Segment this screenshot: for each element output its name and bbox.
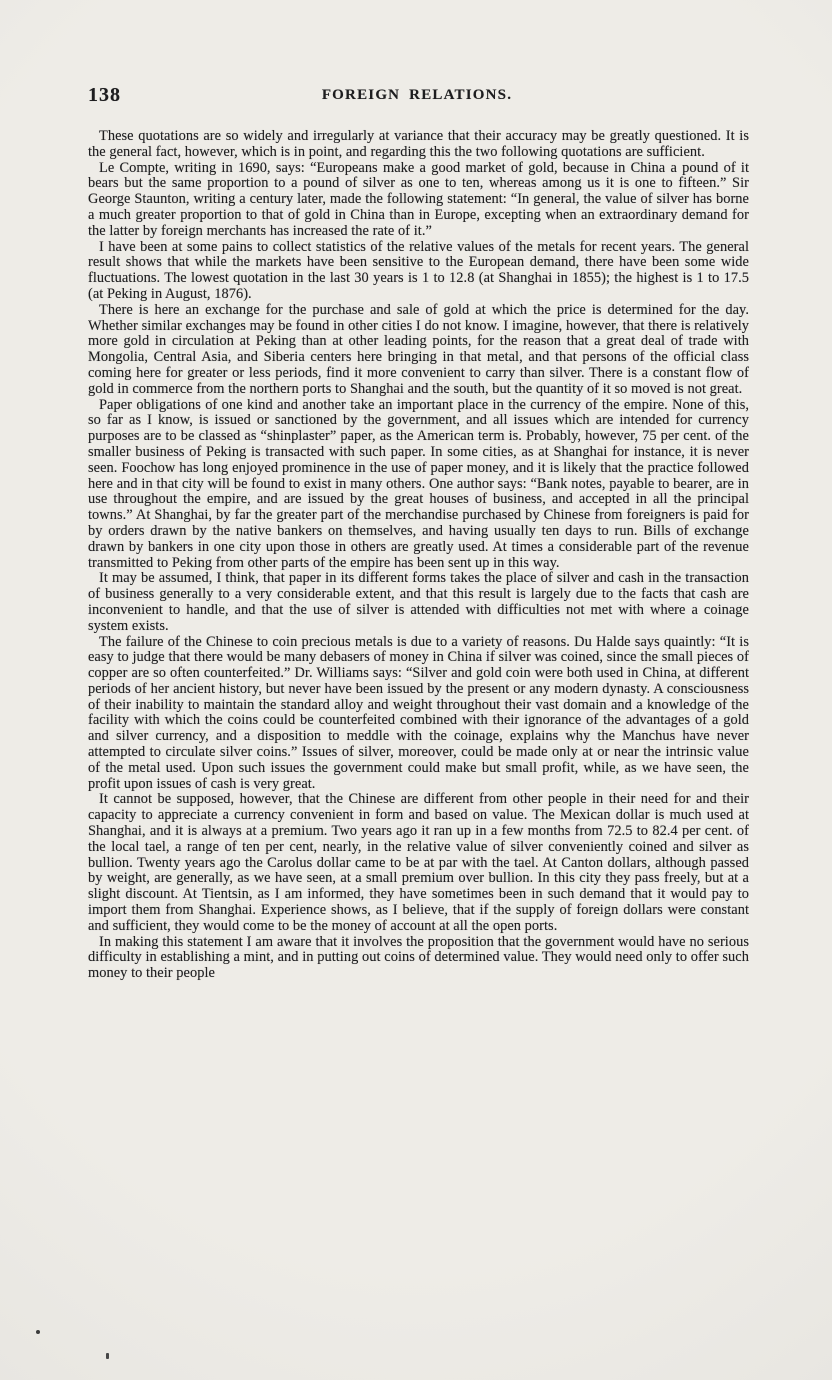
paragraph: These quotations are so widely and irregularly at variance that their accuracy may be greatly questioned. It is the general fact, however, which is in point, and regarding this the two following quotations are sufficient.	[88, 128, 749, 160]
paragraph: It may be assumed, I think, that paper in its different forms takes the place of silver and cash in the transaction of business generally to a very considerable extent, and that this result is largely due to the facts that cash are inconvenient to handle, and that the use of silver is attended with difficulties not met with where a coinage system exists.	[88, 570, 749, 634]
page-body	[88, 129, 749, 982]
paragraph: The failure of the Chinese to coin precious metals is due to a variety of reasons. Du Halde says quaintly: “It is easy to judge that there would be many debasers of money in China if silver was coined, since the small pieces of copper are so often counterfeited.” Dr. Williams says: “Silver and gold coin were both used in China, at different periods of her ancient history, but never have been issued by the present or any modern dynasty. A consciousness of their inability to maintain the standard alloy and weight throughout their vast domain and a knowledge of the facility with which the coins could be counterfeited combined with their ignorance of the advantages of a gold and silver currency, and a disposition to meddle with the coinage, explains why the Manchus have never attempted to circulate silver coins.” Issues of silver, moreover, could be made only at or near the intrinsic value of the metal used. Upon such issues the government could make but small profit, while, as we have seen, the profit upon issues of cash is very great.	[88, 633, 749, 792]
paragraph: Paper obligations of one kind and another take an important place in the currency of the empire. None of this, so far as I know, is issued or sanctioned by the government, and all issues which are intended for currency purposes are to be classed as “shinplaster” paper, as the American term is. Probably, however, 75 per cent. of the smaller business of Peking is transacted with such paper. In some cities, as at Shanghai for instance, it is never seen. Foochow has long enjoyed prominence in the use of paper money, and it is likely that the practice followed here and in that city will be found to exist in many others. One author says: “Bank notes, payable to bearer, are in use throughout the empire, and are issued by the great houses of business, and accepted in all the principal towns.” At Shanghai, by far the greater part of the merchandise purchased by Chinese from foreigners is paid for by orders drawn by the native bankers on themselves, and having usually ten days to run. Bills of exchange drawn by bankers in one city upon those in others are greatly used. At times a considerable part of the revenue transmitted to Peking from other parts of the empire has been sent up in this way.	[88, 396, 749, 571]
paragraph: In making this statement I am aware that it involves the proposition that the government would have no serious difficulty in establishing a mint, and in putting out coins of determined value. They would need only to offer such money to their people	[88, 933, 749, 982]
page-number: 138	[88, 84, 121, 106]
running-header-title: FOREIGN RELATIONS.	[321, 87, 513, 103]
scan-artifact-tick	[106, 1353, 109, 1359]
paragraph: Le Compte, writing in 1690, says: “Europeans make a good market of gold, because in China a pound of it bears but the same proportion to a pound of silver as one to ten, whereas among us it is one to fifteen.” Sir George Staunton, writing a century later, made the following statement: “In general, the value of silver has borne a much greater proportion to that of gold in China than in Europe, excepting when an extraordinary demand for the latter by foreign merchants has increased the rate of it.”	[88, 159, 749, 239]
paragraph: There is here an exchange for the purchase and sale of gold at which the price is determined for the day. Whether similar exchanges may be found in other cities I do not know. I imagine, however, that there is relatively more gold in circulation at Peking than at other leading points, for the reason that a great deal of trade with Mongolia, Central Asia, and Siberia centers here bringing in that metal, and that persons of the official class coming here for greater or less periods, find it more convenient to carry than silver. There is a constant flow of gold in commerce from the northern ports to Shanghai and the south, but the quantity of it so moved is not great.	[88, 301, 749, 397]
paragraph: I have been at some pains to collect statistics of the relative values of the metals for recent years. The general result shows that while the markets have been sensitive to the European demand, there have been some wide fluctuations. The lowest quotation in the last 30 years is 1 to 12.8 (at Shanghai in 1855); the highest is 1 to 17.5 (at Peking in August, 1876).	[88, 238, 749, 302]
page-header	[88, 84, 746, 110]
scan-artifact-dot	[36, 1330, 40, 1334]
paragraph: It cannot be supposed, however, that the Chinese are different from other people in their need for and their capacity to appreciate a currency convenient in form and based on value. The Mexican dollar is much used at Shanghai, and it is always at a premium. Two years ago it ran up in a few months from 72.5 to 82.4 per cent. of the local tael, a range of ten per cent, nearly, in the relative value of silver conveniently coined and silver as bullion. Twenty years ago the Carolus dollar came to be at par with the tael. At Canton dollars, although passed by weight, are generally, as we have seen, at a small premium over bullion. In this city they pass freely, but at a slight discount. At Tientsin, as I am informed, they have sometimes been in such demand that it would pay to import them from Shanghai. Experience shows, as I believe, that if the supply of foreign dollars were constant and sufficient, they would come to be the money of account at all the open ports.	[88, 791, 749, 934]
